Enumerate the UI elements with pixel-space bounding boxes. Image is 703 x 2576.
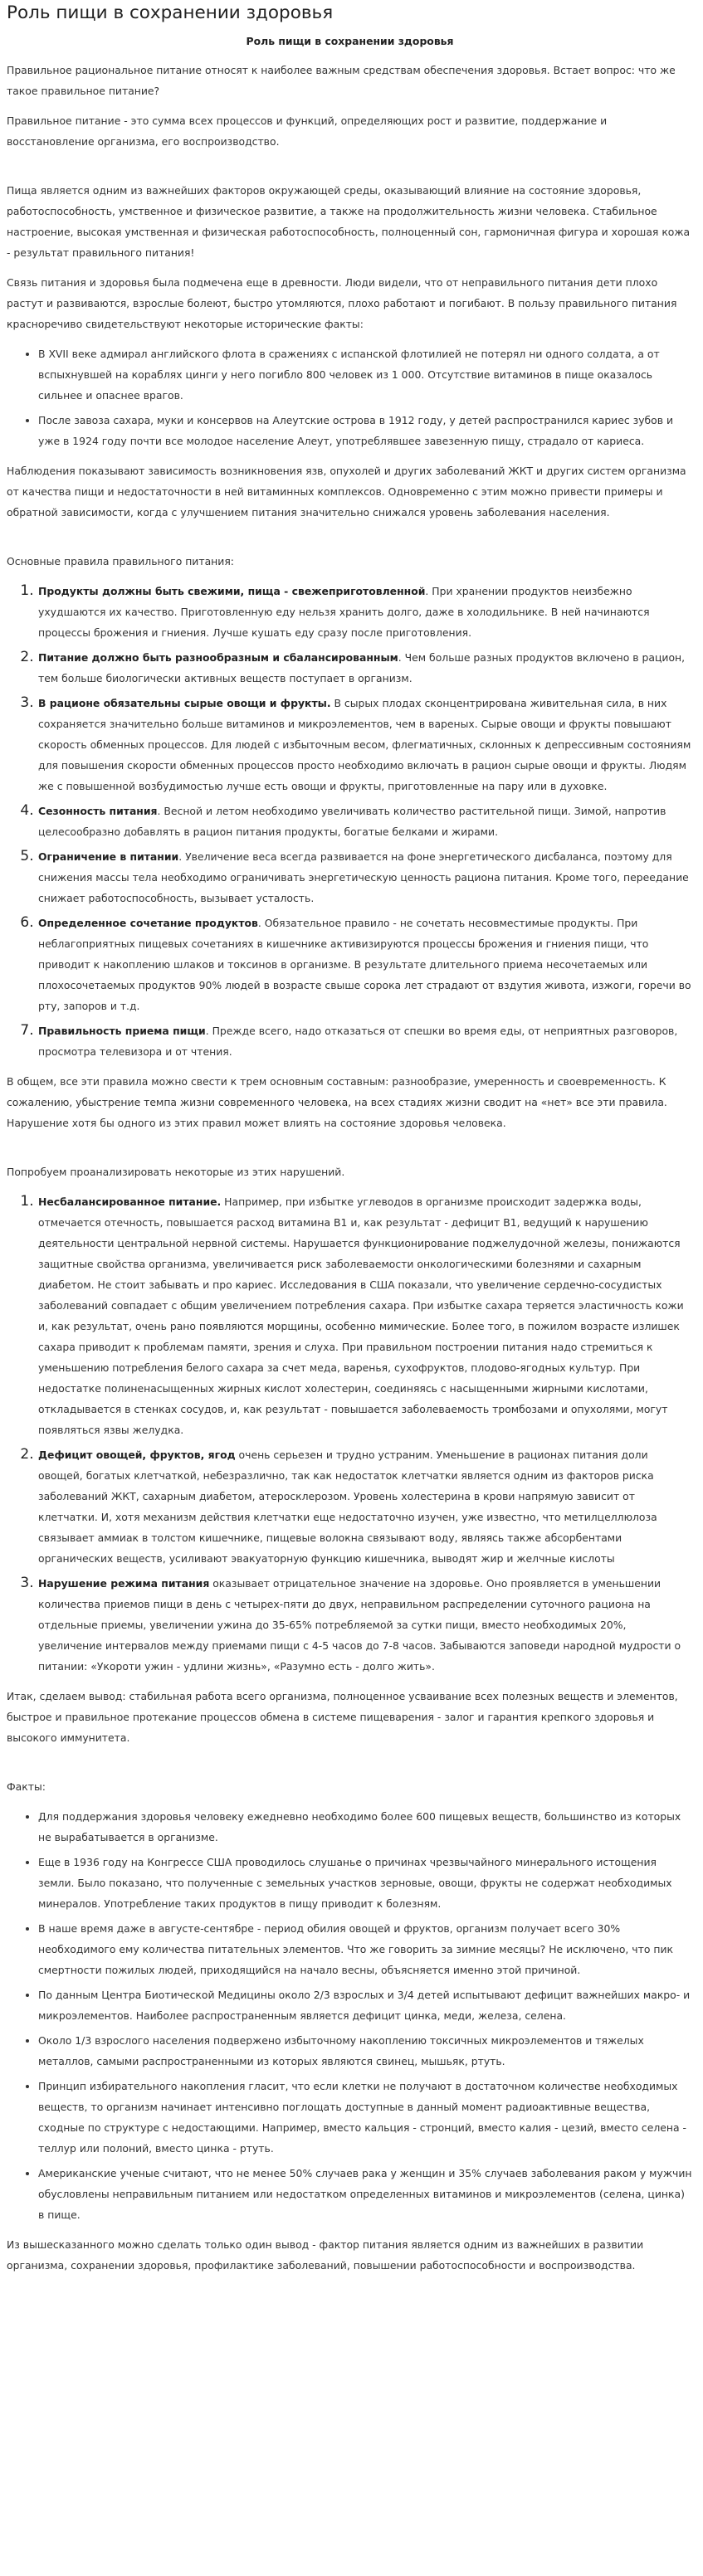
rule-item <box>38 913 693 1016</box>
rule-item <box>38 693 693 796</box>
violation-text: очень серьезен и трудно устраним. Уменьшение в рационах питания доли овощей, богатых клетчаткой, небезразлично, так как недостаток клетчатки является одним из факторов риска заболеваний ЖКТ, сахарным диабетом, атеросклерозом. Уровень холестерина в крови напрямую зависит от клетчатки. И, хотя механизм действия клетчатки еще недостаточно изучен, уже известно, что метилцеллюлоза связывает аммиак в толстом кишечнике, пищевые волокна связывают воду, являясь также абсорбентами органических веществ, усиливают эвакуаторную функцию кишечника, выводят жир и желчные кислоты <box>38 1449 657 1565</box>
violation-item <box>38 1444 693 1569</box>
article-subtitle: Роль пищи в сохранении здоровья <box>246 35 454 47</box>
facts-list <box>7 1806 693 2225</box>
violation-item <box>38 1573 693 1677</box>
rule-title: Ограничение в питании <box>38 850 179 863</box>
rule-text: . Обязательное правило - не сочетать несовместимые продукты. При неблагоприятных пищевых сочетаниях в кишечнике активизируются процессы брожения и гниения пищи, что приводит к накоплению шлаков и токсинов в организме. В результате длительного приема несочетаемых или плохосочетаемых продуктов 90% людей в возрасте свыше сорока лет страдают от вздутия живота, изжоги, горечи во рту, запоров и т.д. <box>38 917 691 1012</box>
list-item: • В XVII веке адмирал английского флота в сражениях с испанской флотилией не потерял ни одного солдата, а от вспыхнувшей на кораблях цинги у него погибло 800 человек из 1 000. Отсутствие витаминов в пище оказалось сильнее и опаснее врагов. <box>38 343 693 406</box>
page-title: Роль пищи в сохранении здоровья <box>7 2 334 23</box>
violations-list <box>7 1191 693 1677</box>
facts-title: Факты: <box>7 1780 46 1793</box>
violation-title: Нарушение режима питания <box>38 1577 210 1590</box>
rule-item <box>38 801 693 842</box>
rules-intro: Основные правила правильного питания: <box>7 555 234 567</box>
rule-title: Питание должно быть разнообразным и сбалансированным <box>38 651 398 664</box>
list-item: • По данным Центра Биотической Медицины около 2/3 взрослых и 3/4 детей испытывают дефицит важнейших макро- и микроэлементов. Наиболее распространенным является дефицит цинка, меди, железа, селена. <box>38 1984 693 2026</box>
history-paragraph: Связь питания и здоровья была подмечена еще в древности. Люди видели, что от неправильного питания дети плохо растут и развиваются, взрослые болеют, быстро утомляются, плохо работают и погибают. В пользу правильного питания красноречиво свидетельствуют некоторые исторические факты: <box>7 276 677 330</box>
rules-list <box>7 581 693 1062</box>
rule-title: Правильность приема пищи <box>38 1025 206 1037</box>
rule-item <box>38 1020 693 1062</box>
conclusion-paragraph: Итак, сделаем вывод: стабильная работа всего организма, полноценное усваивание всех полезных веществ и элементов, быстрое и правильное протекание процессов обмена в системе пищеварения - залог и гарантия крепкого здоровья и высокого иммунитета. <box>7 1690 678 1744</box>
list-item: • Для поддержания здоровья человеку ежедневно необходимо более 600 пищевых веществ, большинство из которых не вырабатывается в организме. <box>38 1806 693 1848</box>
rule-text: В сырых плодах сконцентрирована живительная сила, в них сохраняется значительно больше витаминов и микроэлементов, чем в вареных. Сырые овощи и фрукты повышают скорость обменных процессов. Для людей с избыточным весом, флегматичных, склонных к депрессивным состояниям для повышения скорости обменных процессов просто необходимо включать в рацион сырые овощи и фрукты. Людям же с повышенной возбудимостью лучше есть овощи и фрукты, приготовленные на пару или в духовке. <box>38 697 691 792</box>
intro-paragraph-1: Правильное рациональное питание относят к наиболее важным средствам обеспечения здоровья. Встает вопрос: что же такое правильное питание? <box>7 64 676 97</box>
violation-text: Например, при избытке углеводов в организме происходит задержка воды, отмечается отечность, повышается расход витамина B1 и, как результат - дефицит B1, ведущий к нарушению деятельности центральной нервной системы. Нарушается функционирование поджелудочной железы, понижаются защитные свойства организма, увеличивается риск заболеваемости онкологическими болезнями и сахарным диабетом. Не стоит забывать и про кариес. Исследования в США показали, что увеличение сердечно-сосудистых заболеваний совпадает с общим увеличением потребления сахара. При избытке сахара теряется эластичность кожи и, как результат, очень рано появляются морщины, особенно мимические. Более того, в пожилом возрасте излишек сахара приводит к проблемам памяти, зрения и слуха. При правильном построении питания надо стремиться к уменьшению потребления белого сахара за счет меда, варенья, сухофруктов, плодово-ягодных культур. При недостатке полиненасыщенных жирных кислот холестерин, соединяясь с насыщенными жирными кислотами, откладывается в стенках сосудов, и, как результат - повышается заболеваемость тромбозами и опухолями, могут появляться язвы желудка. <box>38 1195 684 1436</box>
observations-paragraph: Наблюдения показывают зависимость возникновения язв, опухолей и других заболеваний ЖКТ и других систем организма от качества пищи и недостаточности в ней витаминных комплексов. Одновременно с этим можно привести примеры и обратной зависимости, когда с улучшением питания значительно снижался уровень заболевания населения. <box>7 465 686 519</box>
list-item: • Американские ученые считают, что не менее 50% случаев рака у женщин и 35% случаев заболевания раком у мужчин обусловлены неправильным питанием или недостатком определенных витаминов и микроэлементов (селена, цинка) в пище. <box>38 2163 693 2225</box>
food-factor-paragraph: Пища является одним из важнейших факторов окружающей среды, оказывающий влияние на состояние здоровья, работоспособность, умственное и физическое развитие, а также на продолжительность жизни человека. Стабильное настроение, высокая умственная и физическая работоспособность, полноценный сон, гармоничная фигура и хорошая кожа - результат правильного питания! <box>7 184 691 259</box>
rule-title: Продукты должны быть свежими, пища - свежеприготовленной <box>38 585 426 597</box>
list-item: • Около 1/3 взрослого населения подвержено избыточному накоплению токсичных микроэлементов и тяжелых металлов, самыми распространенными из которых являются свинец, мышьяк, ртуть. <box>38 2030 693 2072</box>
rule-item <box>38 581 693 643</box>
rule-text: . Весной и летом необходимо увеличивать количество растительной пищи. Зимой, напротив целесообразно добавлять в рацион питания продукты, богатые белками и жирами. <box>38 805 666 838</box>
rule-text: . Увеличение веса всегда развивается на фоне энергетического дисбаланса, поэтому для снижения массы тела необходимо ограничивать энергетическую ценность рациона питания. Кроме того, переедание снижает работоспособность, вызывает усталость. <box>38 850 689 904</box>
rule-item <box>38 846 693 908</box>
rule-title: В рационе обязательны сырые овощи и фрукты. <box>38 697 331 709</box>
rule-text: . Прежде всего, надо отказаться от спешки во время еды, от неприятных разговоров, просмотра телевизора и от чтения. <box>38 1025 678 1058</box>
rule-item <box>38 647 693 689</box>
violation-title: Несбалансированное питание. <box>38 1195 222 1208</box>
violation-item <box>38 1191 693 1440</box>
rule-text: . При хранении продуктов неизбежно ухудшаются их качество. Приготовленную еду нельзя хранить долго, даже в холодильнике. В ней начинаются процессы брожения и гниения. Лучше кушать еду сразу после приготовления. <box>38 585 650 639</box>
rule-text: . Чем больше разных продуктов включено в рацион, тем больше биологически активных веществ поступает в организм. <box>38 651 686 684</box>
final-paragraph: Из вышесказанного можно сделать только один вывод - фактор питания является одним из важнейших в развитии организма, сохранении здоровья, профилактике заболеваний, повышении работоспособности и воспроизводства. <box>7 2238 644 2272</box>
list-item: • После завоза сахара, муки и консервов на Алеутские острова в 1912 году, у детей распространился кариес зубов и уже в 1924 году почти все молодое население Алеут, употреблявшее завезенную пищу, страдало от кариеса. <box>38 410 693 451</box>
rule-title: Определенное сочетание продуктов <box>38 917 258 929</box>
list-item: • Еще в 1936 году на Конгрессе США проводилось слушанье о причинах чрезвычайного минерального истощения земли. Было показано, что полученные с земельных участков зерновые, овощи, фрукты не содержат необходимых минералов. Употребление таких продуктов в пищу приводит к болезням. <box>38 1852 693 1914</box>
violation-title: Дефицит овощей, фруктов, ягод <box>38 1449 236 1461</box>
violation-text: оказывает отрицательное значение на здоровье. Оно проявляется в уменьшении количества приемов пищи в день с четырех-пяти до двух, неправильном распределении суточного рациона на отдельные приемы, увеличении ужина до 35-65% потребляемой за сутки пищи, вместо необходимых 20%, увеличение интервалов между приемами пищи с 4-5 часов до 7-8 часов. Забываются заповеди народной мудрости о питании: «Укороти ужин - удлини жизнь», «Разумно есть - долго жить». <box>38 1577 681 1673</box>
rule-title: Сезонность питания <box>38 805 158 817</box>
intro-paragraph-2: Правильное питание - это сумма всех процессов и функций, определяющих рост и развитие, поддержание и восстановление организма, его воспроизводство. <box>7 114 608 148</box>
list-item: • В наше время даже в августе-сентябре - период обилия овощей и фруктов, организм получает всего 30% необходимого ему количества питательных элементов. Что же говорить за зимние месяцы? Не исключено, что пик смертности пожилых людей, приходящийся на начало весны, объясняется именно этой причиной. <box>38 1918 693 1980</box>
historical-facts-list <box>7 343 693 451</box>
summary-paragraph: В общем, все эти правила можно свести к трем основным составным: разнообразие, умеренность и своевременность. К сожалению, убыстрение темпа жизни современного человека, на всех стадиях жизни сводит на «нет» все эти правила. Нарушение хотя бы одного из этих правил может влиять на состояние здоровья человека. <box>7 1075 667 1129</box>
list-item: • Принцип избирательного накопления гласит, что если клетки не получают в достаточном количестве необходимых веществ, то организм начинает интенсивно поглощать доступные в данный момент радиоактивные вещества, сходные по структуре с недостающими. Например, вместо кальция - стронций, вместо калия - цезий, вместо селена - теллур или полоний, вместо цинка - ртуть. <box>38 2076 693 2159</box>
violations-intro: Попробуем проанализировать некоторые из этих нарушений. <box>7 1166 345 1178</box>
